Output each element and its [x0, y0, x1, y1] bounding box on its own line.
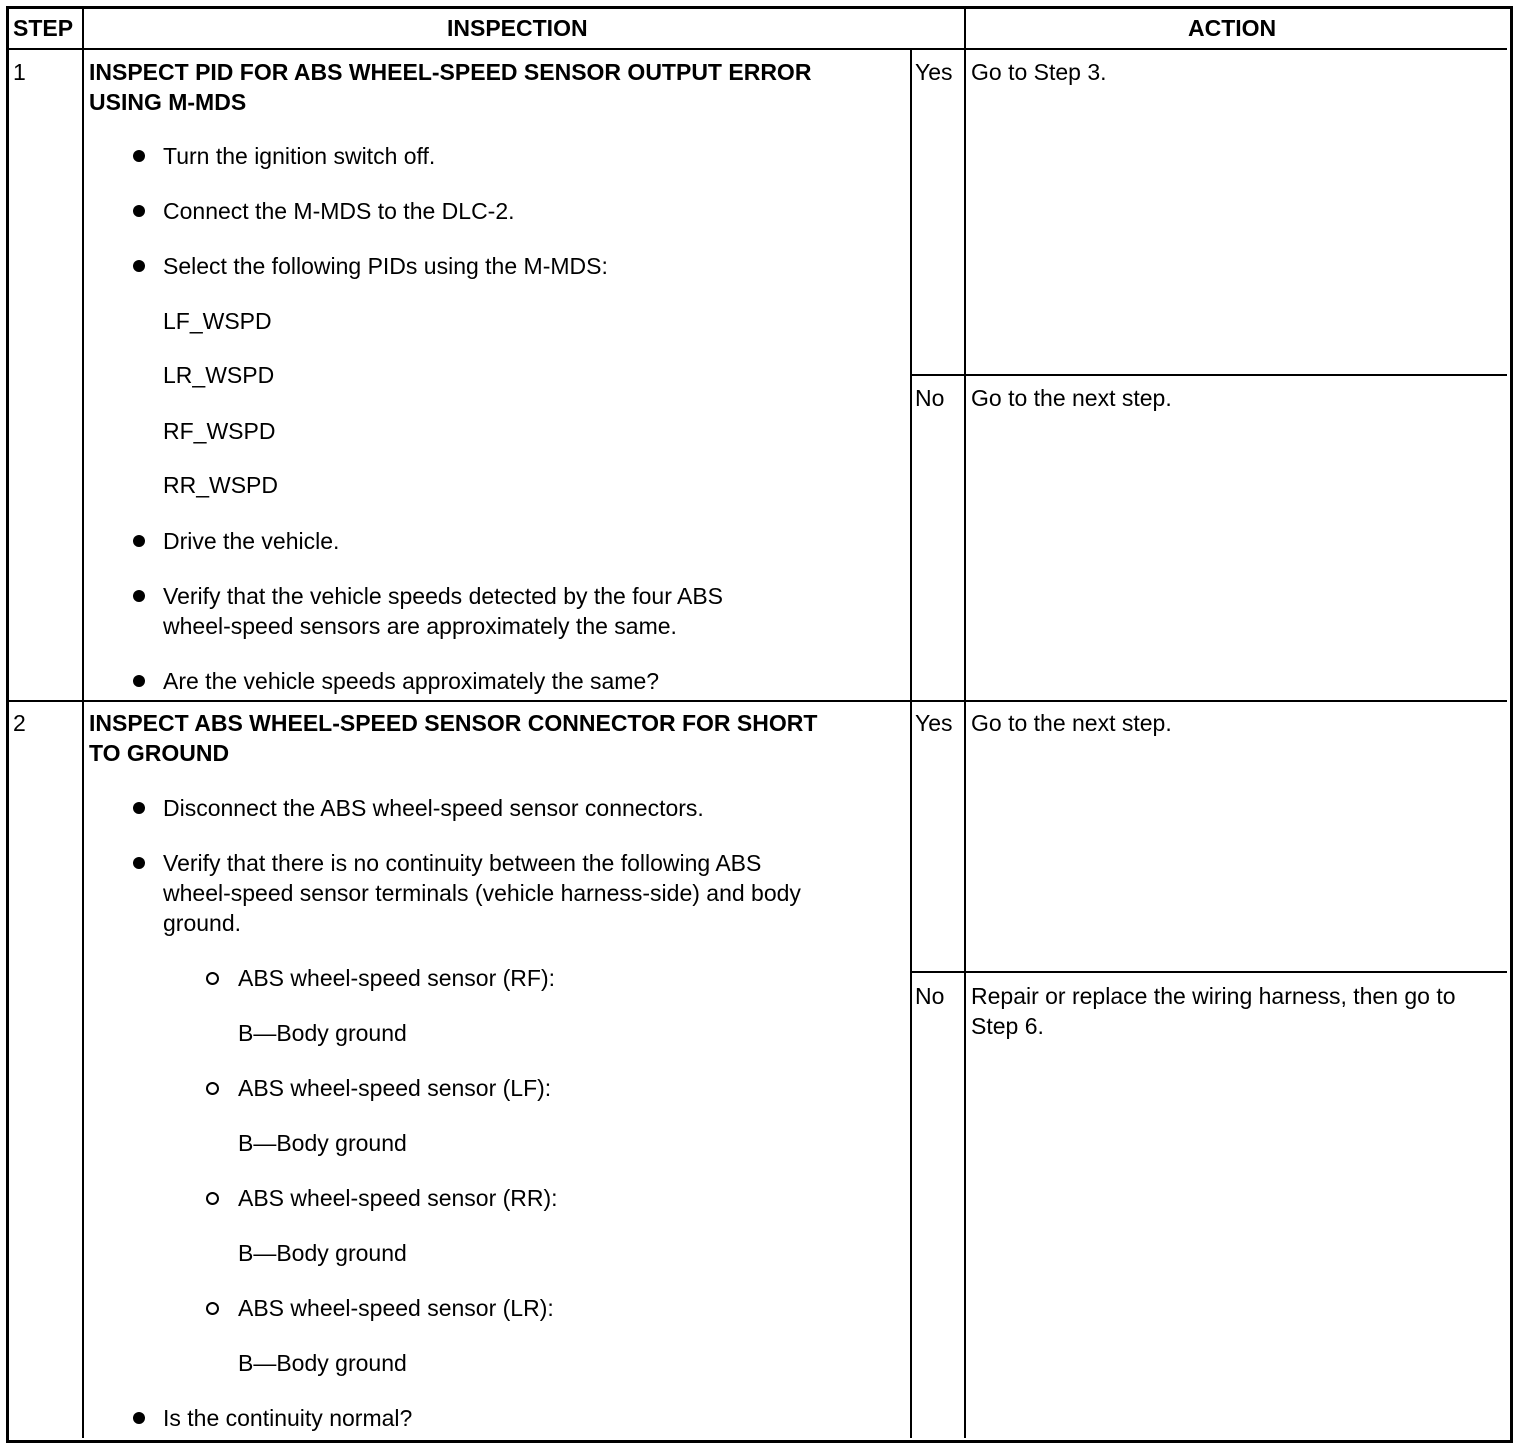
- circle-bullet-icon: [206, 1192, 219, 1205]
- bullet-icon: [133, 1412, 145, 1424]
- step1-yes-label: Yes: [915, 59, 953, 85]
- step1-title-line2: USING M-MDS: [89, 89, 247, 115]
- pid-item: LR_WSPD: [163, 362, 275, 388]
- bullet-icon: [133, 205, 145, 217]
- pid-item: RR_WSPD: [163, 472, 279, 498]
- step1-yes-action: Go to Step 3.: [971, 59, 1107, 85]
- bullet-icon: [133, 857, 145, 869]
- header-step: STEP: [13, 15, 74, 41]
- step1-bullet-1: Turn the ignition switch off.: [163, 143, 436, 169]
- col-divider-action: [964, 8, 966, 1438]
- bullet-icon: [133, 150, 145, 162]
- bullet-icon: [133, 675, 145, 687]
- step1-bullet-3: Select the following PIDs using the M-MDS:: [163, 253, 608, 279]
- sensor-label: ABS wheel-speed sensor (LR):: [238, 1295, 554, 1321]
- step1-bullet-5-line1: Verify that the vehicle speeds detected by the four ABS: [163, 583, 724, 609]
- sensor-terminal: B—Body ground: [238, 1020, 407, 1046]
- step2-bullet-2-line2: wheel-speed sensor terminals (vehicle harness-side) and body: [163, 880, 801, 906]
- step1-number: 1: [13, 59, 26, 85]
- pid-item: RF_WSPD: [163, 418, 276, 444]
- col-divider-step: [82, 8, 84, 1438]
- row-divider: [8, 700, 1507, 702]
- bullet-icon: [133, 535, 145, 547]
- step2-yes-label: Yes: [915, 710, 953, 736]
- step2-bullet-2-line3: ground.: [163, 910, 242, 936]
- sensor-label: ABS wheel-speed sensor (RF):: [238, 965, 556, 991]
- step2-no-label: No: [915, 983, 945, 1009]
- step2-number: 2: [13, 710, 26, 736]
- step1-no-action: Go to the next step.: [971, 385, 1172, 411]
- bullet-icon: [133, 802, 145, 814]
- step1-bullet-2: Connect the M-MDS to the DLC-2.: [163, 198, 515, 224]
- step2-yes-action: Go to the next step.: [971, 710, 1172, 736]
- step2-title-line2: TO GROUND: [89, 740, 230, 766]
- header-inspection: INSPECTION: [447, 15, 588, 41]
- step2-no-action-line1: Repair or replace the wiring harness, then go to: [971, 983, 1456, 1009]
- col-divider-yesno: [910, 49, 912, 1438]
- step1-no-label: No: [915, 385, 945, 411]
- step2-question: Is the continuity normal?: [163, 1405, 413, 1431]
- sensor-terminal: B—Body ground: [238, 1130, 407, 1156]
- bullet-icon: [133, 590, 145, 602]
- header-action: ACTION: [1188, 15, 1277, 41]
- circle-bullet-icon: [206, 1082, 219, 1095]
- sensor-label: ABS wheel-speed sensor (RR):: [238, 1185, 558, 1211]
- step1-title-line1: INSPECT PID FOR ABS WHEEL-SPEED SENSOR OUTPUT ERROR: [89, 59, 812, 85]
- pid-item: LF_WSPD: [163, 308, 272, 334]
- bullet-icon: [133, 260, 145, 272]
- step2-yes-no-divider: [911, 971, 1507, 973]
- step1-yes-no-divider: [911, 374, 1507, 376]
- step1-question: Are the vehicle speeds approximately the same?: [163, 668, 660, 694]
- step2-bullet-1: Disconnect the ABS wheel-speed sensor connectors.: [163, 795, 704, 821]
- circle-bullet-icon: [206, 1302, 219, 1315]
- sensor-terminal: B—Body ground: [238, 1240, 407, 1266]
- step1-bullet-5-line2: wheel-speed sensors are approximately the same.: [163, 613, 677, 639]
- sensor-label: ABS wheel-speed sensor (LF):: [238, 1075, 552, 1101]
- header-divider: [8, 48, 1507, 50]
- step2-bullet-2-line1: Verify that there is no continuity between the following ABS: [163, 850, 762, 876]
- step1-bullet-4: Drive the vehicle.: [163, 528, 340, 554]
- sensor-terminal: B—Body ground: [238, 1350, 407, 1376]
- circle-bullet-icon: [206, 972, 219, 985]
- step2-no-action-line2: Step 6.: [971, 1013, 1044, 1039]
- step2-title-line1: INSPECT ABS WHEEL-SPEED SENSOR CONNECTOR FOR SHORT: [89, 710, 818, 736]
